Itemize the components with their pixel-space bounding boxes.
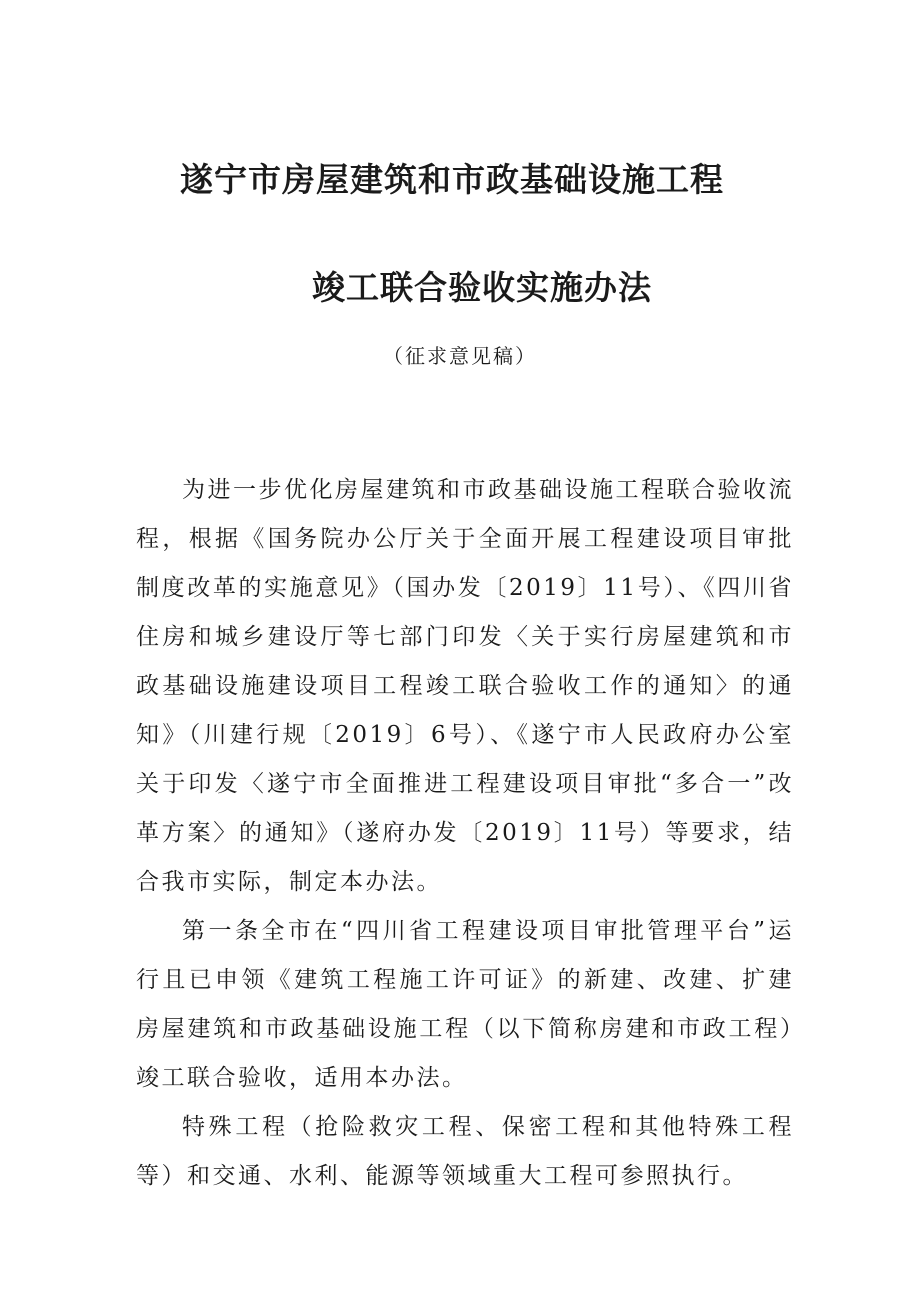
special-projects-paragraph: 特殊工程（抢险救灾工程、保密工程和其他特殊工程等）和交通、水利、能源等领域重大工程可参照执行。 bbox=[136, 1114, 794, 1189]
article-1-paragraph: 第一条全市在“四川省工程建设项目审批管理平台”运行且已申领《建筑工程施工许可证》的新建、改建、扩建房屋建筑和市政基础设施工程（以下简称房建和市政工程）竣工联合验收，适用本办法。 bbox=[136, 918, 794, 1091]
document-title-line-1: 遂宁市房屋建筑和市政基础设施工程 bbox=[180, 160, 724, 199]
document-title-line-2: 竣工联合验收实施办法 bbox=[312, 268, 652, 307]
preamble-paragraph: 为进一步优化房屋建筑和市政基础设施工程联合验收流程，根据《国务院办公厅关于全面开展工程建设项目审批制度改革的实施意见》（国办发〔2019〕11号）、《四川省住房和城乡建设厅等七部门印发〈关于实行房屋建筑和市政基础设施建设项目工程竣工联合验收工作的通知〉的通知》（川建行规〔2019〕6号）、《遂宁市人民政府办公室关于印发〈遂宁市全面推进工程建设项目审批“多合一”改革方案〉的通知》（遂府办发〔2019〕11号）等要求，结合我市实际，制定本办法。 bbox=[136, 477, 794, 895]
document-subtitle: （征求意见稿） bbox=[383, 344, 537, 368]
document-body bbox=[136, 466, 794, 1201]
